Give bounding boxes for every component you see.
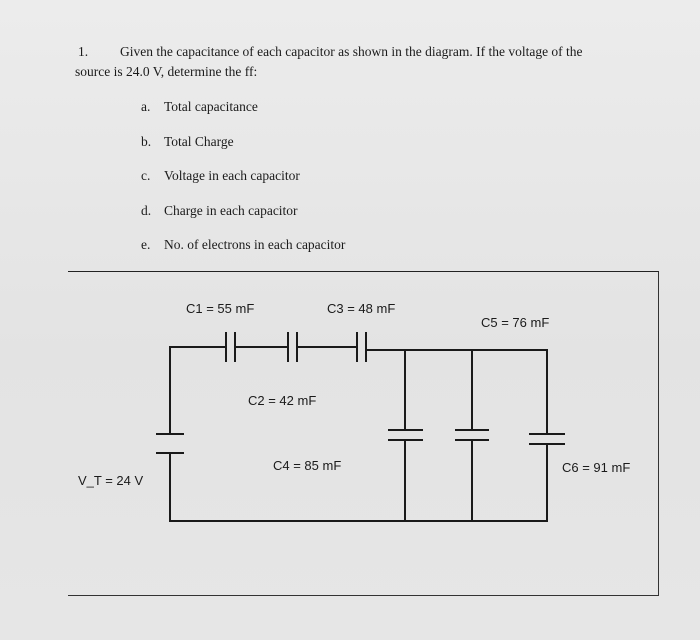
problem-statement-line2: source is 24.0 V, determine the ff: <box>75 64 258 79</box>
item-c-text: Voltage in each capacitor <box>164 168 300 183</box>
problem-statement-line1: Given the capacitance of each capacitor as shown in the diagram. If the voltage of the <box>120 44 583 59</box>
item-b-text: Total Charge <box>164 134 234 149</box>
item-a-text: Total capacitance <box>164 99 258 114</box>
label-c2: C2 = 42 mF <box>248 393 317 408</box>
label-source-vt: V_T = 24 V <box>78 473 144 488</box>
item-e-text: No. of electrons in each capacitor <box>164 237 346 252</box>
item-d-marker: d. <box>141 203 152 218</box>
problem-number: 1. <box>78 44 89 59</box>
label-c1: C1 = 55 mF <box>186 301 255 316</box>
item-a-marker: a. <box>141 99 151 114</box>
item-e-marker: e. <box>141 237 151 252</box>
label-c6: C6 = 91 mF <box>562 460 631 475</box>
item-c-marker: c. <box>141 168 151 183</box>
label-c4: C4 = 85 mF <box>273 458 342 473</box>
item-b-marker: b. <box>141 134 152 149</box>
label-c5: C5 = 76 mF <box>481 315 550 330</box>
item-d-text: Charge in each capacitor <box>164 203 298 218</box>
label-c3: C3 = 48 mF <box>327 301 396 316</box>
